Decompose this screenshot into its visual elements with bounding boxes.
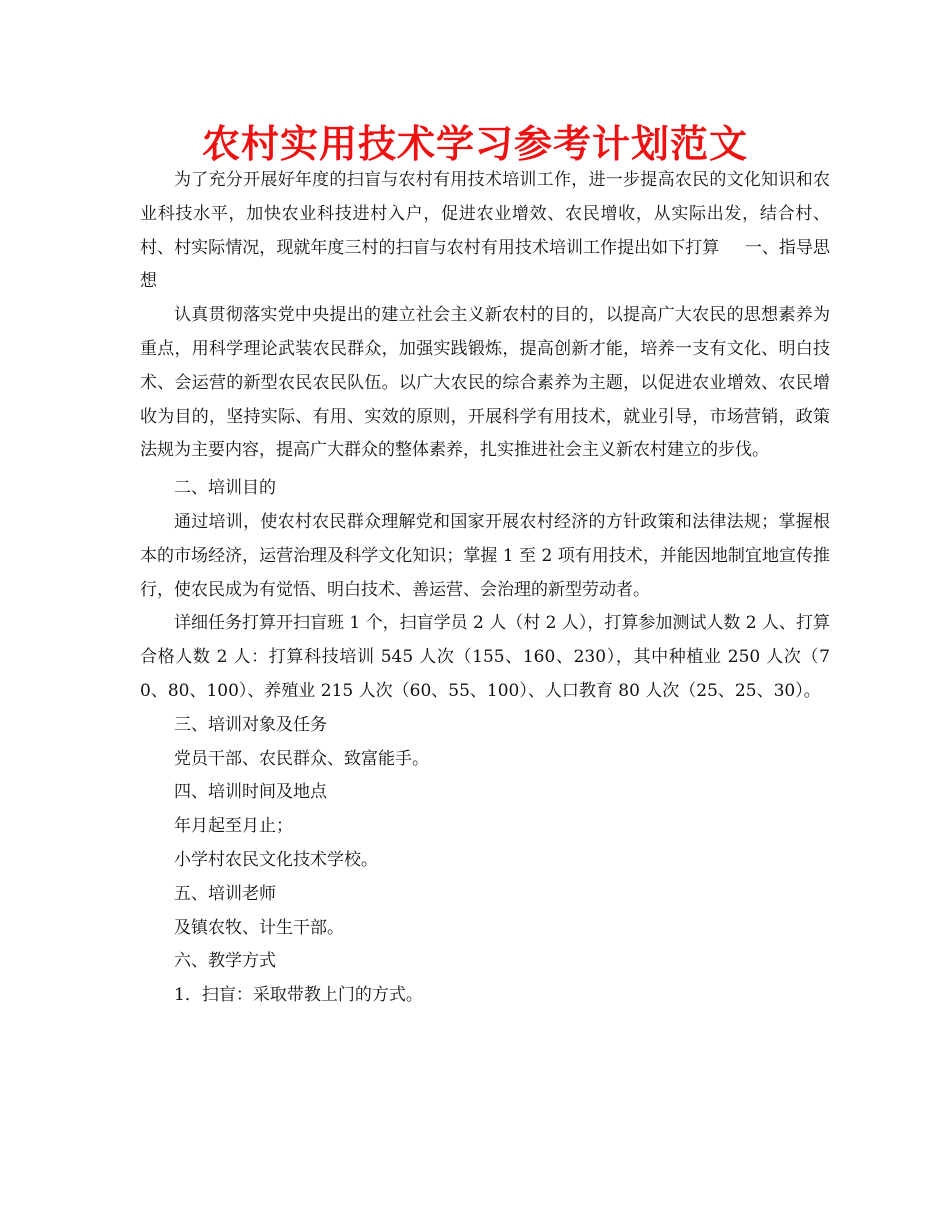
heading-guiding-ideology: 一、指导思想: [140, 237, 831, 292]
heading-teaching-method: 六、教学方式: [174, 951, 276, 972]
guiding-ideology-paragraph: 认真贯彻落实党中央提出的建立社会主义新农村的目的，以提高广大农民的思想素养为重点，用科学理论武装农民群众，加强实践锻炼，提高创新才能，培养一支有文化、明白技术、会运营的新型农民农民队伍。以广大农民的综合素养为主题，以促进农业增效、农民增收为目的，坚持实际、有用、实效的原则，开展科学有用技术，就业引导，市场营销，政策法规为主要内容，提高广大群众的整体素养，扎实推进社会主义新农村建立的步伐。: [140, 305, 830, 461]
training-targets-text: 党员干部、农民群众、致富能手。: [174, 748, 429, 769]
intro-text: 为了充分开展好年度的扫盲与农村有用技术培训工作，进一步提高农民的文化知识和农业科技水平，加快农业科技进村入户，促进农业增效、农民增收，从实际出发，结合村、村、村实际情况，现就年度三村的扫盲与农村有用技术培训工作提出如下打算: [140, 170, 830, 258]
teaching-method-item-1: 1．扫盲：采取带教上门的方式。: [174, 985, 423, 1006]
heading-time-and-place: 四、培训时间及地点: [174, 782, 327, 803]
tasks-paragraph: 详细任务打算开扫盲班 1 个，扫盲学员 2 人（村 2 人），打算参加测试人数 2 人、打算合格人数 2 人：打算科技培训 545 人次（155、160、230），其中种植业 250 人次（70、80、100）、养殖业 215 人次（60、55、100）、人口教育 80 人次（25、25、30）。: [140, 613, 830, 701]
heading-training-purpose: 二、培训目的: [174, 478, 276, 499]
intro-paragraph: [140, 164, 830, 299]
heading-training-targets: 三、培训对象及任务: [174, 714, 327, 735]
document-title: 农村实用技术学习参考计划范文: [201, 122, 748, 166]
heading-trainers: 五、培训老师: [174, 883, 276, 904]
document-body: [140, 164, 830, 1013]
training-place-text: 小学村农民文化技术学校。: [174, 849, 378, 870]
training-time-text: 年月起至月止；: [174, 816, 293, 837]
trainers-text: 及镇农牧、计生干部。: [174, 917, 344, 938]
training-purpose-paragraph: 通过培训，使农村农民群众理解党和国家开展农村经济的方针政策和法律法规；掌握根本的市场经济，运营治理及科学文化知识；掌握 1 至 2 项有用技术，并能因地制宜地宣传推行，使农民成为有觉悟、明白技术、善运营、会治理的新型劳动者。: [140, 511, 830, 600]
